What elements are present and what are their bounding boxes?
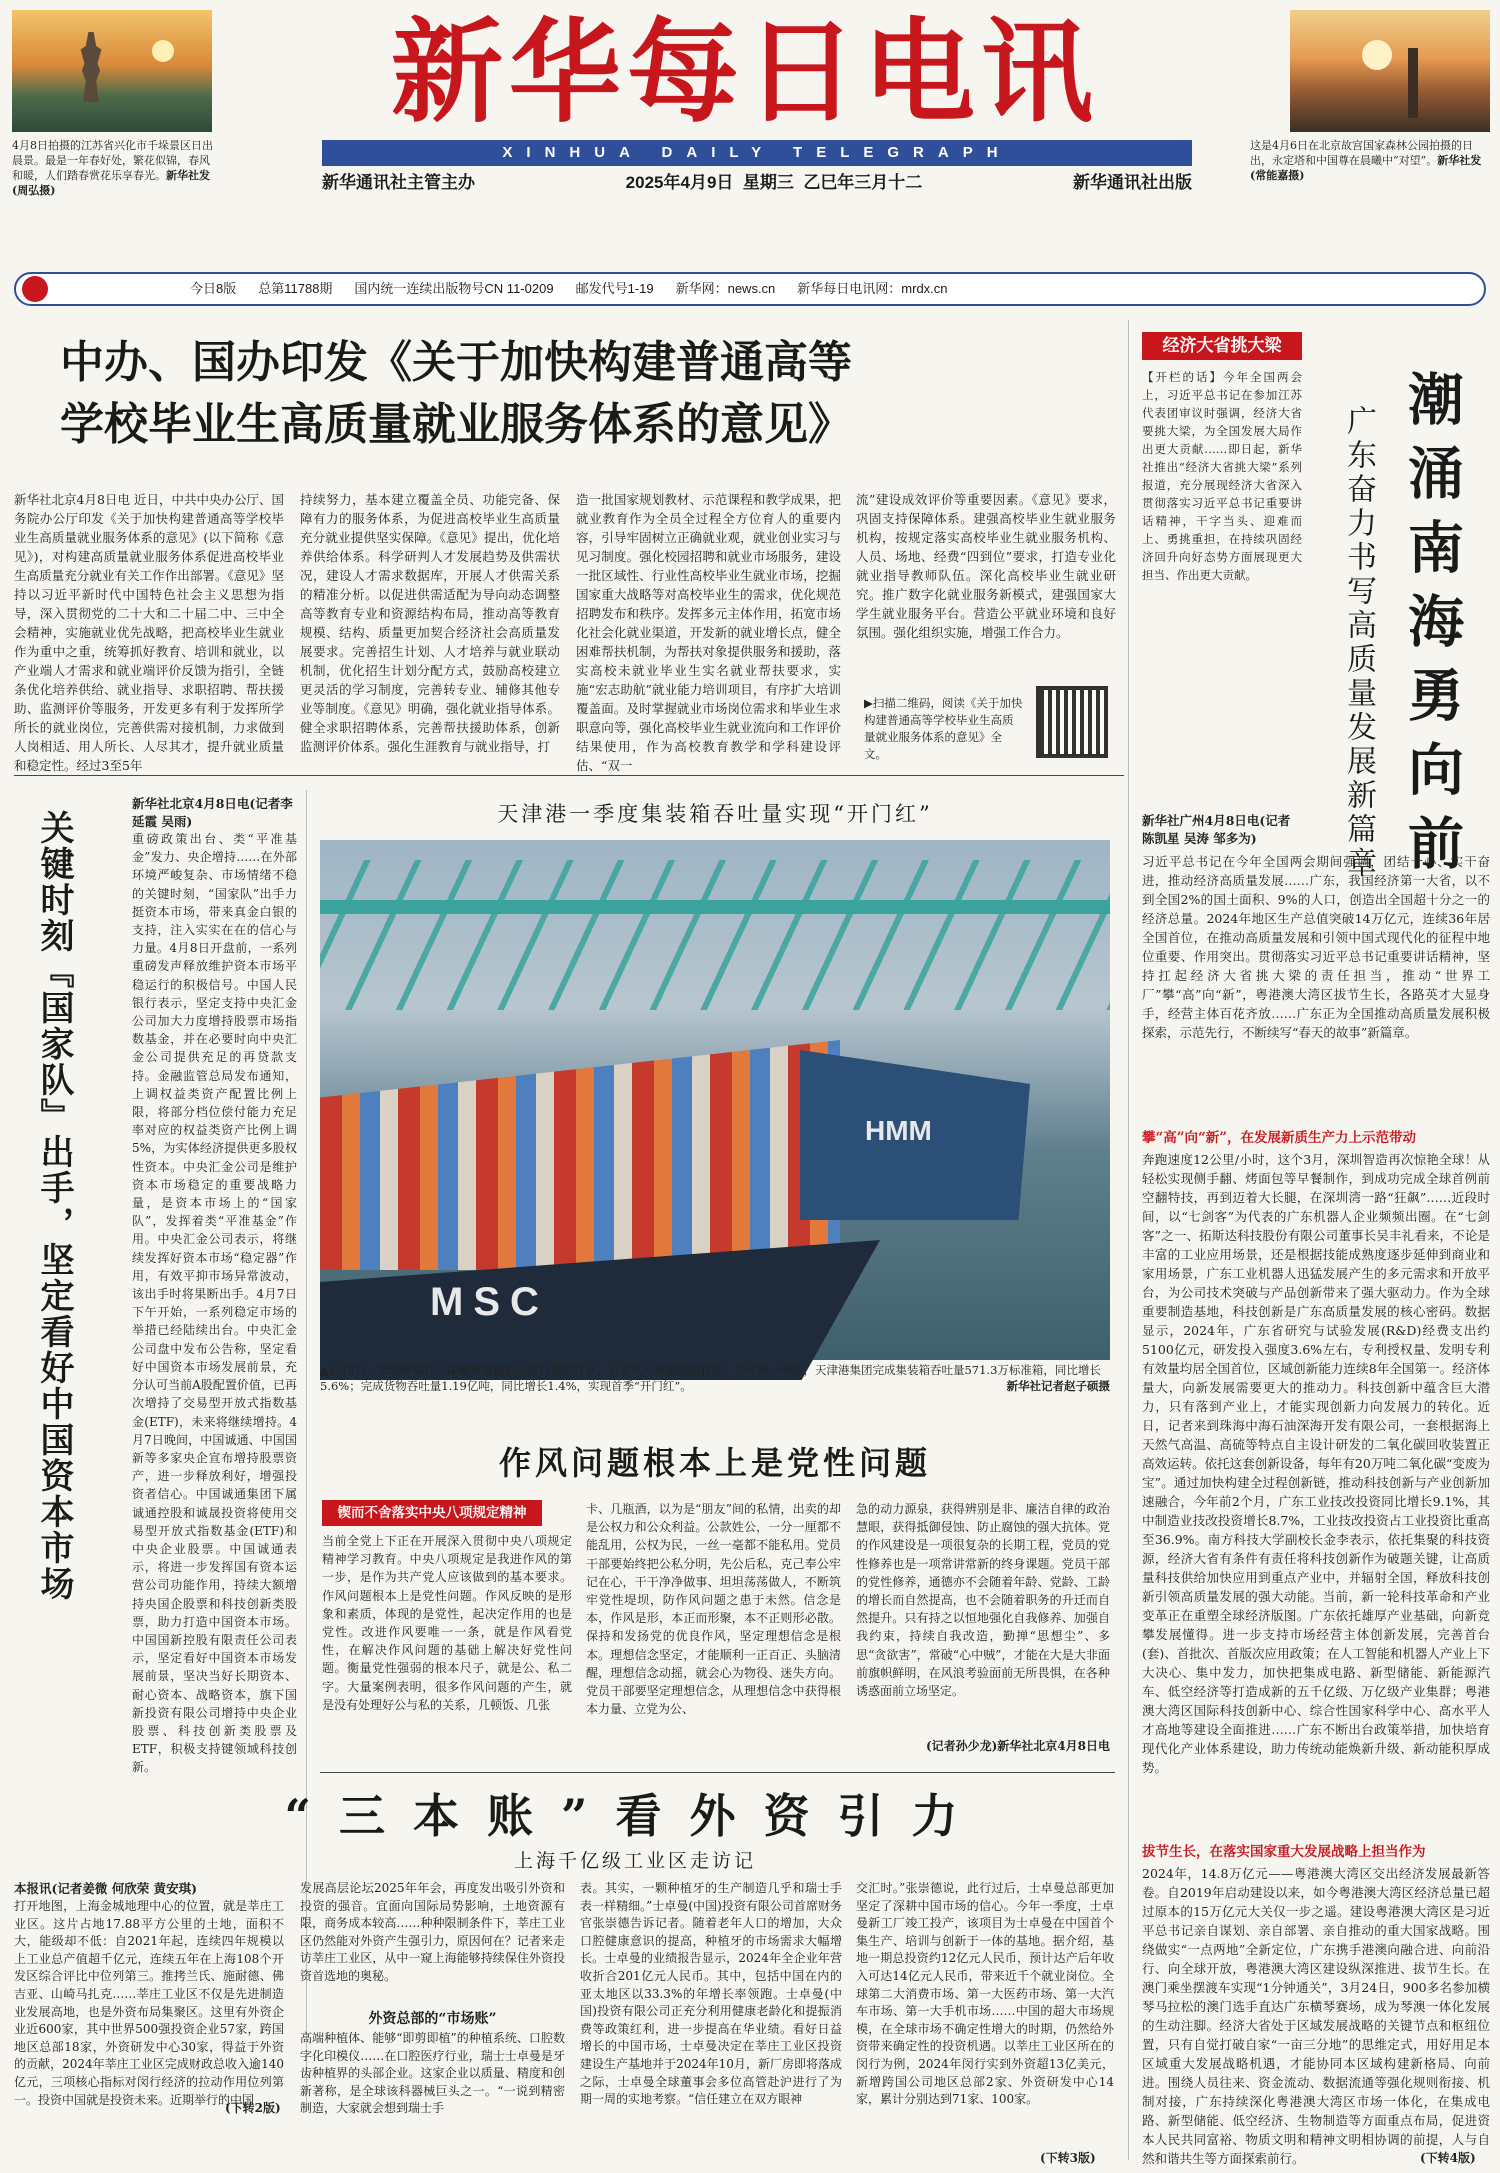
econ-body-1: 习近平总书记在今年全国两会期间强调，团结一心、实干奋进，推动经济高质量发展……广东，我国经济第一大省，以不到全国2%的国土面积、9%的人口，创造出全国超十分之一的经济总量。2024年地区生产总值突破14万亿元，连续36年居全国首位，在推动高质量发展和引领中国式现代化的征程中地位重要、作用突出。贯彻落实习近平总书记重要讲话精神，坚持扛起经济大省挑大梁的责任担当，推动“世界工厂”攀“高”向“新”，粤港澳大湾区拔节生长，各路英才大显身手，经营主体百花齐放……广东正为全国推动高质量发展积极探索，示范先行，不断续写“春天的故事”新篇章。 — [1142, 854, 1490, 1040]
masthead-title: 新华每日电讯 — [391, 7, 1099, 138]
issue-number: 总第11788期 — [258, 281, 333, 296]
sanbenzhang-body-2: 发展高层论坛2025年年会，再度发出吸引外资和投资的强音。宜面向国际局势影响，土地资源有限，商务成本较高……种种限制条件下，莘庄工业区仍然能对外资产生强引力，原因何在？记者来走访莘庄工业区，从中一窥上海能够持续保住外资投资首选地的奥秘。 — [300, 1881, 565, 1983]
info-bar-text — [190, 272, 1480, 306]
sponsor: 新华通讯社主管主办 — [322, 173, 475, 192]
issue-date: 2025年4月9日 — [625, 173, 734, 192]
container-stack — [320, 1040, 840, 1270]
sanbenzhang-body-4: 交汇时。”张崇德说，此行过后，士卓曼总部更加坚定了深耕中国市场的信心。今年一季度，士卓曼新工厂竣工投产，该项目为士卓曼在中国首个集生产、培训与创新于一体的基地。据介绍，基地一期总投资约12亿元人民币，预计达产后年收入可达14亿元人民币，带来近千个就业岗位。全球第二大消费市场、第一大医药市场、第一大汽车市场、第一大手机市场……中国的超大市场规模，在全球市场不确定性增大的时期，仍然给外资带来确定性的投资机遇。以莘庄工业区所在的闵行为例，2024年闵行实到外资超13亿美元，新增跨国公司地区总部2家、外资研发中心14家，累计分别达到71家、100家。 — [856, 1881, 1114, 2107]
qr-caption: ▶扫描二维码，阅读《关于加快构建普通高等学校毕业生高质量就业服务体系的意见》全文。 — [864, 696, 1023, 761]
lead-col-2: 持续努力，基本建立覆盖全员、功能完备、保障有力的服务体系，为促进高校毕业生高质量充分就业提供坚实保障。《意见》提出，优化培养供给体系。科学研判人才发展趋势及供需状况，建设人才需求数据库，开展人才供需关系的精准分析。以促进供需适配为导向动态调整高等教育专业和资源结构布局，推动高等教育规模、结构、质量更加契合经济社会高质量发展要求。完善招生计划、人才培养与就业联动机制，优化招生计划分配方式，鼓励高校建立更灵活的学习制度，完善转专业、辅修其他专业等制度。《意见》明确，强化就业指导体系。健全求职招聘体系，完善帮扶援助体系，创新监测评价体系。强化生涯教育与就业指导，打 — [300, 492, 560, 754]
zuofeng-body-2: 卡、几瓶酒，以为是“朋友”间的私情，出卖的却是公权力和公众利益。公款姓公，一分一厘都不能乱用，公权为民，一丝一毫都不能私用。党员干部要始终把公私分明，先公后私，克己奉公牢记在心，干干净净做事、坦坦荡荡做人，不断筑牢党性堤坝，防作风问题之患于未然。信念是本，作风是形，本正而形聚，本不正则形必散。保持和发扬党的优良作风，坚定理想信念是根本。理想信念坚定，才能顺利一正百正、头脑清醒，理想信念动摇，就会心为物役、迷失方向。党员干部要坚定理想信念，从理想信念中获得根本力量、立党为公、 — [586, 1502, 841, 1717]
sanbenzhang-body-2b: 高端种植体、能够“即剪即植”的种植系统、口腔数字化印模仪……在口腔医疗行业，瑞士士卓曼是牙齿种植界的头部企业。这家企业以质量、精度和创新著称，是全球该科器械巨头之一。“一说到精密制造，大家就会想到瑞士手 — [300, 2031, 565, 2116]
publisher: 新华通讯社出版 — [1072, 173, 1192, 192]
zuofeng-body-3: 急的动力源泉，获得辨别是非、廉洁自律的政治慧眼，获得抵御侵蚀、防止腐蚀的强大抗体。党的作风建设是一项很复杂的长期工程，党员的党性修养也是一项常讲常新的终身课题。党员干部的党性修养，通德亦不会随着年龄、党龄、工龄的增长而自然提高，也不会随着职务的升迁而自然提升。只有持之以恒地强化自我修养、加强自我约束，持续自我改造，勤掸“思想尘”、多思“贪欲害”，常破“心中贼”，才能在大是大非面前旗帜鲜明，在风浪考验面前无所畏惧，在各种诱惑面前立场坚定。 — [856, 1502, 1110, 1699]
tianjin-credit: 新华社记者赵子硕摄 — [1006, 1379, 1110, 1393]
econ-tag: 经济大省挑大梁 — [1142, 332, 1302, 360]
tianjin-headline: 天津港一季度集装箱吞吐量实现“开门红” — [497, 802, 933, 826]
left-photo-caption: 4月8日拍摄的江苏省兴化市千垛景区日出晨景。最是一年春好处，繁花似锦，春风和暖，人们踏春赏花乐享春光。新华社发(周弘摄) — [12, 139, 213, 197]
masthead-left-photo — [12, 10, 212, 132]
lead-col-4: 流”建设成效评价等重要因素。《意见》要求，巩固支持保障体系。建强高校毕业生就业服务机构，按规定落实高校毕业生就业服务机构、人员、场地、经费“四到位”要求，打造专业化就业指导教师队伍。深化高校毕业生就业研究。推广数字化就业服务新模式，建强国家大学生就业服务平台。营造公平就业环境和良好氛围。强化组织实施，增强工作合力。 — [856, 492, 1116, 640]
sun-icon — [152, 40, 174, 62]
post-code: 邮发代号1-19 — [575, 281, 654, 296]
guojiadui-body: 重磅政策出台、类“平准基金”发力、央企增持……在外部环境严峻复杂、市场情绪不稳的关键时刻，“国家队”出手力挺资本市场，带来真金白银的支持，注入实实在在的信心与力量。4月8日开盘前，一系列重磅发声释放维护资本市场平稳运行的积极信号。中国人民银行表示，坚定支持中央汇金公司加大力度增持股票市场指数基金，并在必要时向中央汇金公司提供充足的再贷款支持。金融监管总局发布通知，上调权益类资产配置比例上限，将部分档位偿付能力充足率对应的权益类资产比例上调5%，为实体经济提供更多股权性资本。中央汇金公司是维护资本市场稳定的重要战略力量，是资本市场上的“国家队”，发挥着类“平准基金”作用。中央汇金公司表示，将继续发挥好资本市场“稳定器”作用，有效平抑市场异常波动，该出手时将果断出手。4月7日下午开始，一系列稳定市场的举措已经陆续出台。中央汇金公司盘中发布公告称，坚定看好中国资本市场发展前景，充分认可当前A股配置价值，已再次增持了交易型开放式指数基金(ETF)，未来将继续增持。4月7日晚间，中国诚通、中国国新等多家央企宣布增持股票资产，进一步释放利好，增强投资者信心。中国诚通集团下属诚通控股和诚晟投资将使用交易型开放式指数基金(ETF)和中央企业股票。中国诚通表示，将进一步发挥国有资本运营公司功能作用，持续大额增持央国企股票和科技创新类股票，助力打造中国资本市场。中国国新控股有限责任公司表示，坚定看好中国资本市场发展前景，坚决当好长期资本、耐心资本、战略资本，旗下国新投资有限公司增持中央企业股票、科技创新类股票及ETF，积极支持键领域科技创新。 — [132, 832, 297, 1775]
guojiadui-continued[interactable]: (下转2版) — [225, 2101, 281, 2115]
lead-headline — [60, 332, 1110, 456]
econ-headline: 潮涌南海勇向前 — [1399, 370, 1465, 888]
xinhua-logo-icon — [22, 276, 48, 302]
econ-subhead: 广东奋力书写高质量发展新篇章 — [1341, 405, 1376, 881]
sun-icon — [1362, 40, 1392, 70]
zuofeng-bottom-rule — [320, 1772, 1115, 1773]
tianjin-photo — [320, 840, 1110, 1360]
sanbenzhang-subhead-2: 外资总部的“市场账” — [368, 2011, 497, 2027]
sanbenzhang-dateline: 本报讯(记者姜微 何欣荣 黄安琪) — [14, 1881, 198, 1896]
lead-bottom-rule — [14, 775, 1124, 776]
guojiadui-headline: 关键时刻『国家队』出手，坚定看好中国资本市场 — [34, 810, 74, 1602]
guojiadui-dateline: 新华社北京4月8日电(记者李延霞 吴雨) — [132, 796, 293, 829]
lead-col-3: 造一批国家规划教材、示范课程和教学成果，把就业教育作为全员全过程全方位育人的重要内容，引导牢固树立正确就业观，就业创业实习与见习制度。强化校园招聘和就业市场服务，建设一批区域性、行业性高校毕业生就业市场，挖掘国家重大战略等对高校毕业生的需求，优化规范招聘发布和秩序。发挥多元主体作用，拓宽市场化社会化就业渠道，开发新的就业增长点，健全困难帮扶机制，为帮扶对象提供服务和援助，落实高校未就业毕业生实名就业帮扶要求，实施“宏志助航”就业能力培训项目，有序扩大培训覆盖面。及时掌握就业市场岗位需求和毕业生求职意向等，强化高校毕业生就业流向和工作评价结果使用，作为高校教育教学和学科建设评估、“双一 — [576, 492, 841, 773]
web-link-xinhua[interactable]: 新华网：news.cn — [675, 281, 776, 296]
zuofeng-headline: 作风问题根本上是党性问题 — [498, 1444, 931, 1482]
cn-number: 国内统一连续出版物号CN 11-0209 — [354, 281, 554, 296]
sanbenzhang-body-1: 打开地图，上海金城地理中心的位置，就是莘庄工业区。这片占地17.88平方公里的土地，面积不大，能级却不低：自2021年起，连续四年规模以上工业总产值超千亿元，连续五年在上海108个开发区综合评比中位列第三。推拷兰氏、施耐德、佛吉亚、山崎马扎克……莘庄工业区不仅是先进制造业发展高地，也是外资布局集聚区。这里有外资企业近600家，其中世界500强投资企业57家，跨国地区总部18家，外资研发中心30家，得益于外资的贡献，2024年莘庄工业区完成财政总收入逾140亿元，三项核心指标对闵行经济的拉动作用位列第一。投资中国就是投资未来。近期举行的中国 — [14, 1899, 284, 2107]
weekday: 星期三 — [742, 173, 794, 192]
econ-dateline: 新华社广州4月8日电(记者陈凯星 吴涛 邹多为) — [1142, 813, 1291, 846]
econ-body-2: 奔跑速度12公里/小时，这个3月，深圳智造再次惊艳全球！从轻松实现侧手翻、烤面包等早餐制作，到成功完成全球首例前空翻特技，再到迈着大长腿，在深圳湾一路“狂飙”……近段时间，以“七剑客”为代表的广东机器人企业频频出圈。在“七剑客”之一、拓斯达科技股份有限公司董事长吴丰礼看来，不论是丰富的工业应用场景，还是根据技能成熟度逐步延伸到商业和家用场景，广东工业机器人迅猛发展产生的多元需求和开放平台，为公司技术突破与产品创新带来了强大驱动力。作为全球重要制造基地，科技创新是广东高质量发展的核心密码。数据显示，2024年，广东省研究与试验发展(R&D)经费支出约5100亿元，研发投入强度3.6%左右，专利授权量、发明专利有效量均居全国首位，区域创新能力连续8年全国第一。经济体量大，向新发展需要更大的推动力。科技创新中蕴含巨大潜力，只有落到产业上，才能实现创新力向发展力的转化。近日，记者来到珠海中海石油深海开发有限公司，一套根据海上天然气高温、高硫等特点自主设计研发的二氧化碳回收装置正高效运转。依托这套创新设备，每年有20万吨二氧化碳“变废为宝”。通过加快构建全过程创新链，推动科技创新与产业创新加速融合，今年前2个月，广东工业技改投资同比增长9.1%，其中制造业技改投资增长8.7%，工业技改投资占工业投资比重高至36.9%。南方科技大学副校长金李表示，依托集聚的科技资源，经济大省有条件有责任将科技创新作为破题关键，让高质量科技供给加快应用到重点产业中，并辐射全国，释放科技创新引领高质量发展的强大动能。当前，新一轮科技革命和产业变革正在重塑全球经济版图。广东依托雄厚产业基础，向新竞攀发展懂得。进一步支持市场经营主体创新发展，完善首台(套)、首批次、首版次应用政策；在人工智能和机器人产业上下大决心、集中发力，加快把集成电路、新型储能、新能源汽车、低空经济等打造成新的五千亿级、万亿级产业集群；粤港澳大湾区国际科技创新中心、综合性国家科学中心、高水平人才高地等建设全面推进……广东不断出台政策举措，加快培育现代化产业体系建设，助力传统动能焕新升级、新动能积厚成势。 — [1142, 1152, 1490, 1775]
zuofeng-tag: 锲而不舍落实中央八项规定精神 — [322, 1500, 542, 1526]
zuofeng-body-1: 当前全党上下正在开展深入贯彻中央八项规定精神学习教育。中央八项规定是我进作风的第一步，是作为共产党人应该做到的基本要求。作风问题根本上是党性问题。作风反映的是形象和素质，体现的是党性，起决定作用的也是党性。改进作风要唯一一条，就是作风看党性，在解决作风问题的基础上解决好党性问题。衡量党性强弱的根本尺子，就是公、私二字。大量案例表明，很多作风问题的产生，就是没有处理好公与私的关系，几顿饭、几张 — [322, 1534, 572, 1712]
masthead-dateline — [322, 168, 1192, 198]
lunar-date: 乙巳年三月十二 — [803, 173, 923, 192]
tower-icon — [1408, 48, 1418, 118]
econ-divider — [1128, 320, 1129, 2160]
crane-beam — [320, 900, 1110, 914]
qr-code-icon[interactable] — [1036, 686, 1108, 758]
today-pages: 今日8版 — [190, 281, 237, 296]
econ-body-3: 2024年，14.8万亿元——粤港澳大湾区交出经济发展最新答卷。自2019年启动建设以来，如今粤港澳大湾区经济总量已超过原本的15万亿元大关仅一步之遥。建设粤港澳大湾区是习近平总书记亲自谋划、亲自部署、亲自推动的重大国家战略。围绕做实“一点两地”全新定位，广东携手港澳向融合进、向前沿行、向全球开放，粤港澳大湾区建设纵深推进、拔节生长。在澳门乘坐摆渡车实现“1分钟通关”，3月24日，900多名参加横琴马拉松的澳门选手直达广东横琴赛场，成为琴澳一体化发展的生动注脚。经济大省处于区域发展战略的关键节点和枢纽位置，只有自觉打破自家“一亩三分地”的思维定式，用好用足本区域重大发展战略机遇，才能协同本区域构建新格局、向前进。围绕人员往来、资金流动、数据流通等强化规则衔接、机制对接，广东持续深化粤港澳大湾区市场一体化，在集成电路、新型储能、低空经济、生物制造等方面重点布局，促进资本人民共同富裕、物质文明和精神文明相协调的前提，人与自然和谐共生等方面探索前行。 — [1142, 1866, 1490, 2166]
masthead-title-en: XINHUA DAILY TELEGRAPH — [502, 144, 1012, 161]
lead-headline-line2: 学校毕业生高质量就业服务体系的意见》 — [60, 399, 852, 450]
econ-subhead-2: 拔节生长，在落实国家重大发展战略上担当作为 — [1142, 1844, 1426, 1860]
lead-col-1: 新华社北京4月8日电 近日，中共中央办公厅、国务院办公厅印发《关于加快构建普通高等学校毕业生高质量就业服务体系的意见》(以下简称《意见》)，对构建高质量就业服务体系促进高校毕业生高质量充分就业有关工作作出部署。《意见》坚持以习近平新时代中国特色社会主义思想为指导，深入贯彻党的二十大和二十届二中、三中全会精神，实施就业优先战略，把高校毕业生就业作为重中之重，统筹抓好教育、培训和就业，以产业端人才需求和就业端评价反馈为指引，全链条优化培养供给、就业指导、求职招聘、帮扶援助、监测评价等服务，开发更多有利于发挥所学所长的就业岗位，完善供需对接机制，力求做到人岗相适、用人所长、人尽其才，提升就业质量和稳定性。经过3至5年 — [14, 492, 284, 773]
lead-headline-line1: 中办、国办印发《关于加快构建普通高等 — [60, 337, 852, 388]
econ-continued[interactable]: (下转4版) — [1420, 2151, 1476, 2165]
ship-name-text: MSC — [430, 1280, 549, 1324]
econ-intro: 【开栏的话】今年全国两会上，习近平总书记在参加江苏代表团审议时强调，经济大省要挑大梁，为全国发展大局作出更大贡献……即日起，新华社推出“经济大省挑大梁”系列报道，充分展现经济大省深入贯彻落实习近平总书记重要讲话精神，干字当头、迎难而上、勇挑重担，在持续巩固经济回升向好态势方面展现更大担当、作出更大贡献。 — [1142, 370, 1302, 582]
sanbenzhang-headline: “三本账”看外资引力 — [284, 1789, 986, 1843]
tianjin-caption: ▲4月8日，货轮停靠在天津港集装箱码头进行装卸作业。记者从天津港集团获悉，今年第一季度，天津港集团完成集装箱吞吐量571.3万标准箱，同比增长5.6%；完成货物吞吐量1.19亿吨，同比增长1.4%，实现首季“开门红”。 新华社记者赵子硕摄 — [320, 1363, 1110, 1393]
right-photo-caption: 这是4月6日在北京故宫国家森林公园拍摄的日出，永定塔和中国尊在晨曦中“对望”。新华社发(常能嘉摄) — [1250, 139, 1482, 182]
sanbenzhang-continued[interactable]: (下转3版) — [1040, 2151, 1096, 2165]
second-ship-name-text: HMM — [865, 1115, 932, 1146]
web-link-mrdx[interactable]: 新华每日电讯网：mrdx.cn — [797, 281, 948, 296]
sanbenzhang-body-3: 表。其实，一颗种植牙的生产制造几乎和瑞士手表一样精细。”士卓曼(中国)投资有限公司首席财务官张崇德告诉记者。随着老年人口的增加，大众口腔健康意识的提高，种植牙的市场需求大幅增长。士卓曼的业绩报告显示，2024年全企业年营收折合201亿元人民币。其中，包括中国在内的亚太地区以33.3%的年增长率领跑。士卓曼(中国)投资有限公司正充分利用健康老龄化和提振消费等政策红利，进一步提高在华业绩。看好日益增长的中国市场，士卓曼决定在莘庄工业区投资建设生产基地并于2024年10月，新厂房即将落成之际，士卓曼全球董事会多位高管赴沪进行了为期一周的实地考察。“信任建立在双方眼神 — [580, 1881, 842, 2107]
masthead-en-bar — [322, 140, 1192, 166]
zuofeng-credit: (记者孙少龙)新华社北京4月8日电 — [925, 1739, 1110, 1753]
masthead-right-photo — [1290, 10, 1490, 132]
sanbenzhang-subhead: 上海千亿级工业区走访记 — [513, 1850, 756, 1872]
crane-gantry — [320, 860, 1110, 1010]
pagoda-icon — [78, 32, 104, 102]
econ-subhead-1: 攀“高”向“新”，在发展新质生产力上示范带动 — [1142, 1130, 1417, 1146]
